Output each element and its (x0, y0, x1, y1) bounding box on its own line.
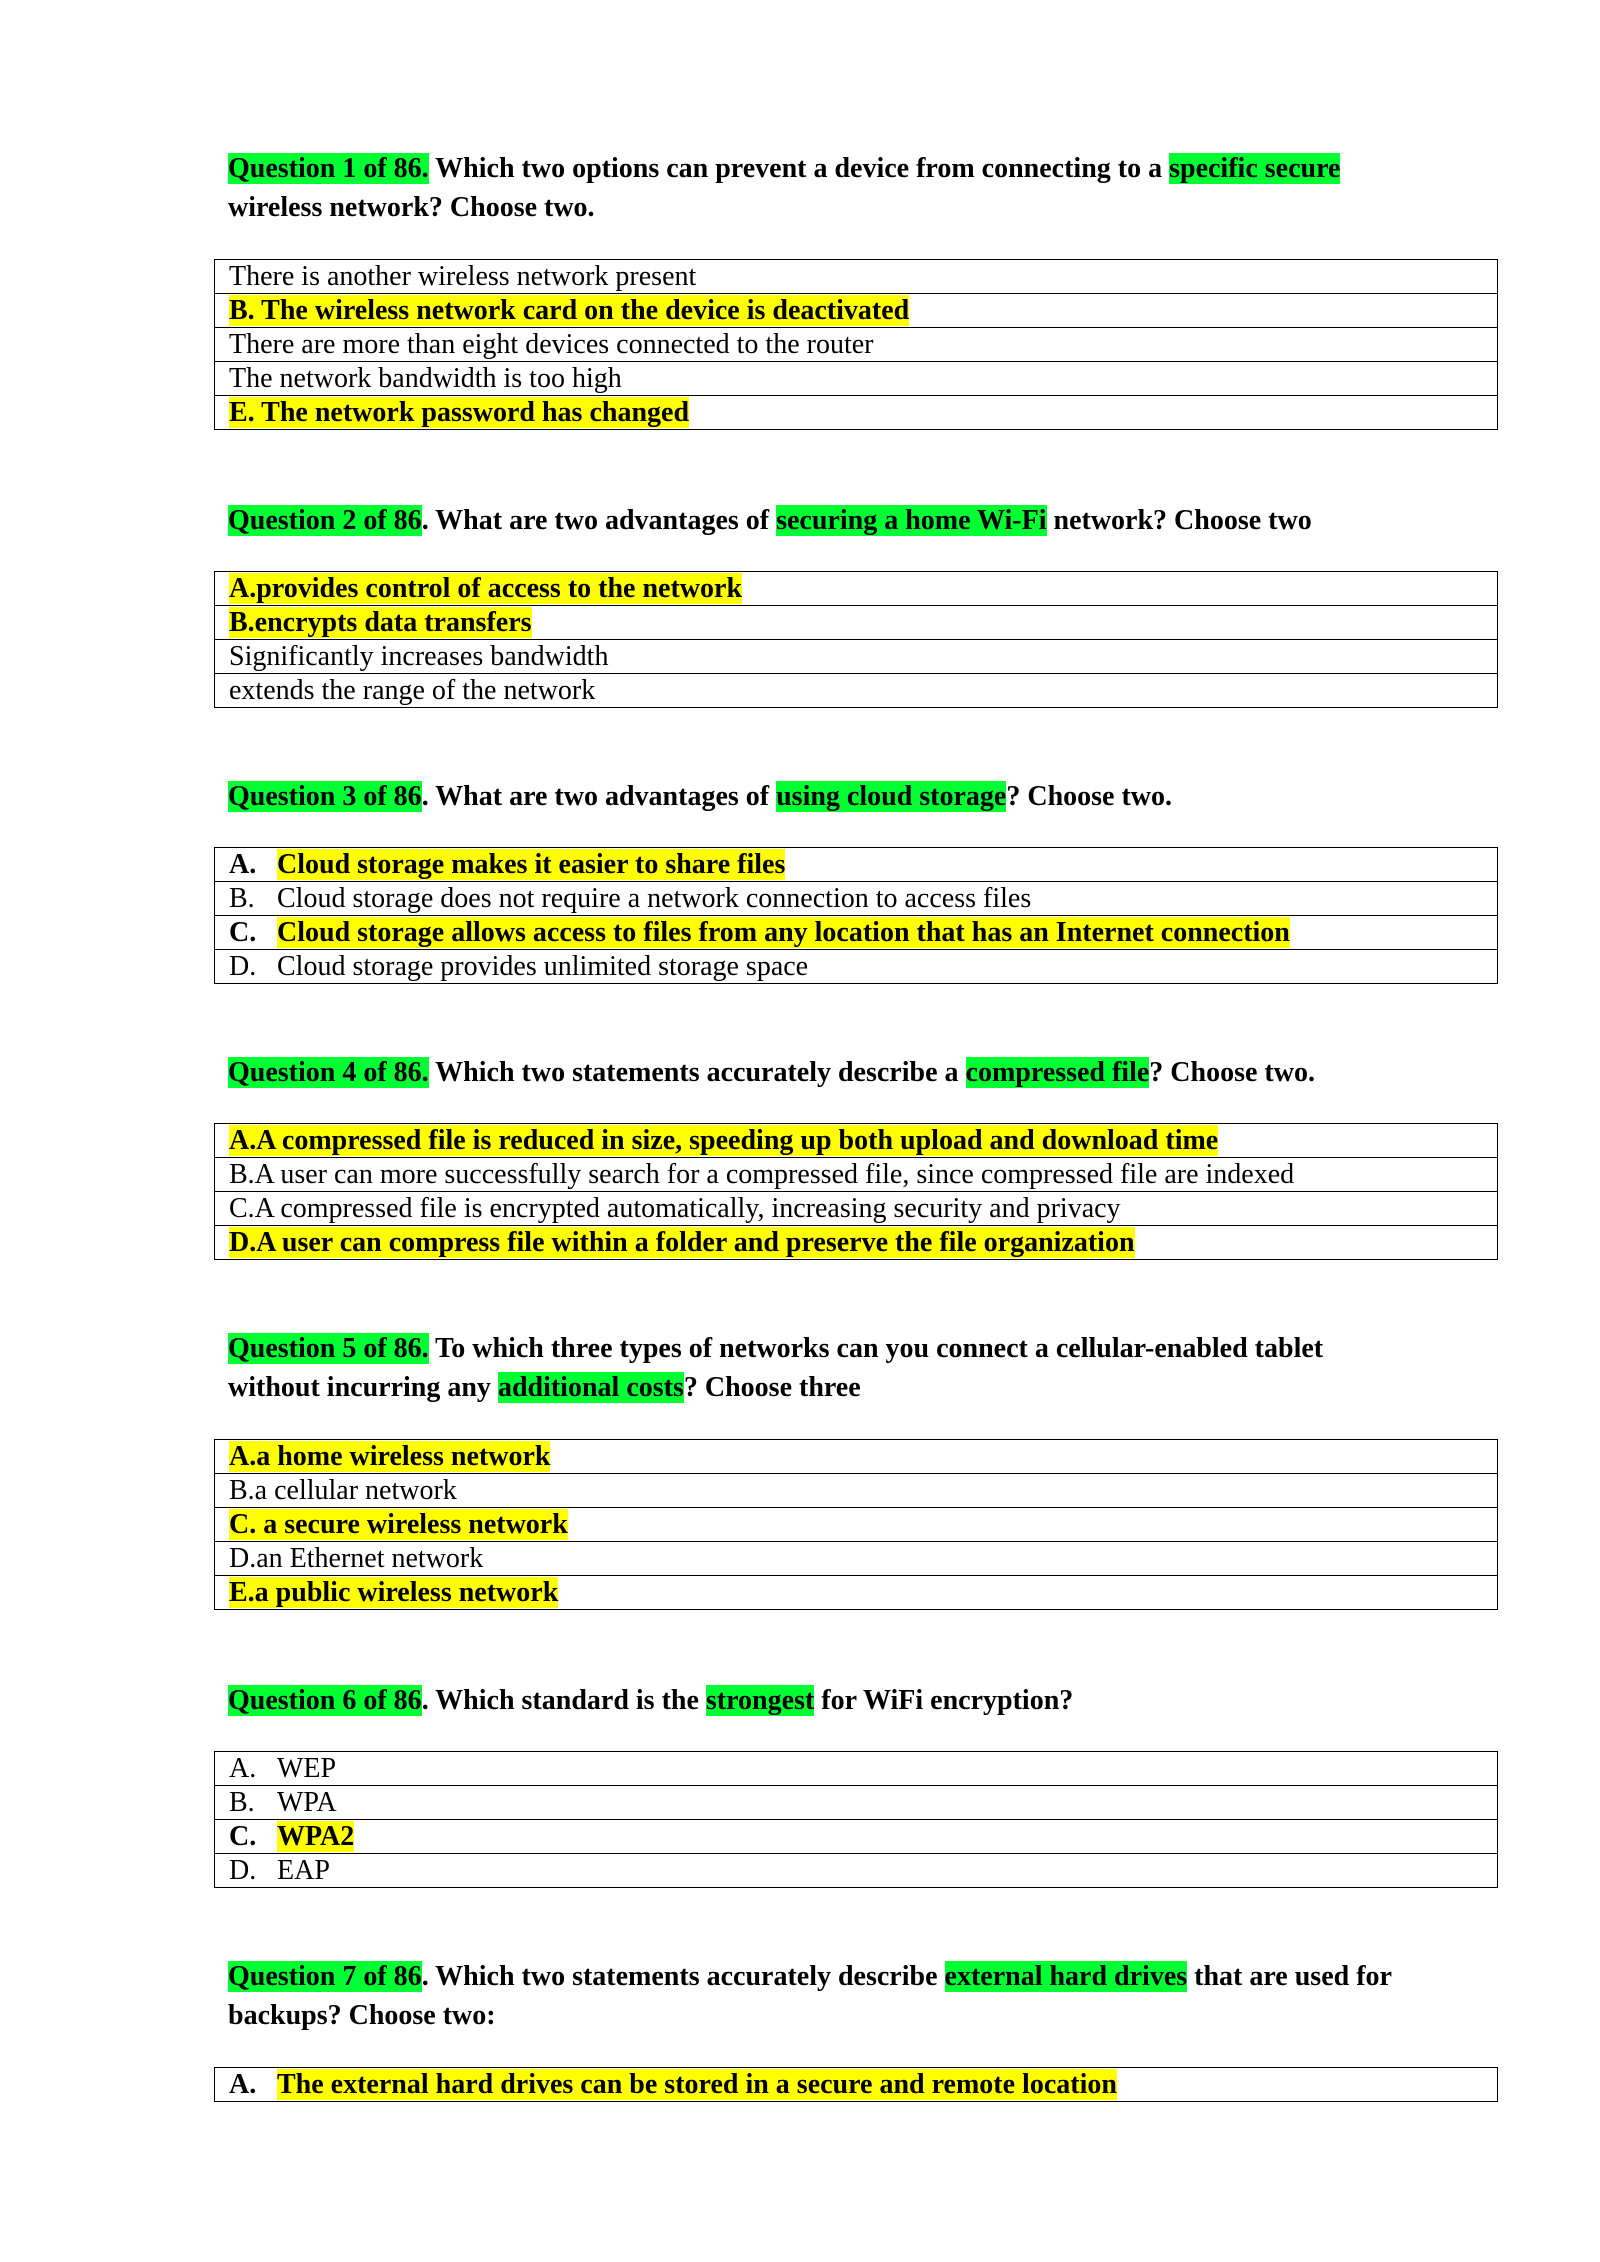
question-label: Question 5 of 86. (228, 1333, 429, 1364)
answer-letter: A. (229, 2069, 257, 2100)
answer-row (215, 1786, 1498, 1820)
answer-text: B. The wireless network card on the device is deactivated (229, 295, 910, 326)
answer-letter: A. (229, 1753, 257, 1784)
answer-cell (215, 362, 1498, 396)
answer-cell (215, 882, 1498, 916)
answer-row (215, 1192, 1498, 1226)
answer-text: B.A user can more successfully search for a compressed file, since compressed file are indexed (229, 1159, 1295, 1190)
answer-cell (215, 674, 1498, 708)
answer-text: Cloud storage allows access to files from any location that has an Internet connection (277, 917, 1290, 948)
answer-row (215, 1158, 1498, 1192)
answer-letter: C. (229, 1821, 257, 1852)
answer-table-1 (214, 259, 1498, 430)
question-keyword: securing a home Wi-Fi (776, 505, 1047, 536)
answer-text: C. a secure wireless network (229, 1509, 568, 1540)
question-text-post: ? Choose three (683, 1372, 861, 1403)
answer-text: A.a home wireless network (229, 1441, 551, 1472)
answer-cell-correct (215, 294, 1498, 328)
question-keyword: specific secure (1169, 153, 1341, 184)
answer-row (215, 1542, 1498, 1576)
question-label: Question 2 of 86 (228, 505, 422, 536)
question-keyword: strongest (705, 1685, 815, 1716)
answer-cell-correct (215, 1820, 1498, 1854)
answer-text: A.A compressed file is reduced in size, speeding up both upload and download time (229, 1125, 1219, 1156)
answer-row (215, 1440, 1498, 1474)
answer-text: WPA2 (277, 1821, 355, 1852)
answer-letter: B. (229, 883, 255, 914)
question-label: Question 6 of 86 (228, 1685, 422, 1716)
answer-row (215, 848, 1498, 882)
answer-table-7 (214, 2067, 1498, 2102)
question-text: . Which two statements accurately describe (421, 1961, 945, 1992)
answer-cell (215, 1158, 1498, 1192)
answer-row (215, 572, 1498, 606)
answer-text: There are more than eight devices connected to the router (229, 329, 874, 360)
answer-cell-correct (215, 848, 1498, 882)
answer-text: Significantly increases bandwidth (229, 641, 609, 672)
question-label: Question 7 of 86 (228, 1961, 422, 1992)
question-text-line2: without incurring any (228, 1372, 498, 1403)
answer-cell-correct (215, 396, 1498, 430)
question-text-post: ? Choose two. (1006, 781, 1173, 812)
answer-text: WEP (277, 1753, 337, 1784)
answer-cell (215, 950, 1498, 984)
answer-row (215, 328, 1498, 362)
question-text-line2: wireless network? Choose two. (228, 192, 595, 223)
answer-table-6 (214, 1751, 1498, 1888)
question-label: Question 4 of 86. (228, 1057, 429, 1088)
answer-row (215, 1508, 1498, 1542)
answer-letter: A. (229, 849, 257, 880)
answer-text: WPA (277, 1787, 337, 1818)
answer-cell-correct (215, 606, 1498, 640)
question-text: Which two options can prevent a device from connecting to a (428, 153, 1170, 184)
answer-row (215, 1124, 1498, 1158)
answer-text: D.an Ethernet network (229, 1543, 484, 1574)
answer-row (215, 396, 1498, 430)
answer-text: Cloud storage makes it easier to share files (277, 849, 786, 880)
answer-row (215, 1576, 1498, 1610)
answer-text: There is another wireless network present (229, 261, 697, 292)
answer-cell-correct (215, 2068, 1498, 2102)
question-text: Which two statements accurately describe a (428, 1057, 966, 1088)
answer-text: A.provides control of access to the network (229, 573, 743, 604)
question-text-post: that are used for (1187, 1961, 1392, 1992)
answer-text: EAP (277, 1855, 330, 1886)
answer-row (215, 882, 1498, 916)
question-keyword: external hard drives (944, 1961, 1188, 1992)
answer-cell-correct (215, 1508, 1498, 1542)
answer-row (215, 1820, 1498, 1854)
answer-cell (215, 1192, 1498, 1226)
answer-letter: D. (229, 1855, 257, 1886)
question-label: Question 3 of 86 (228, 781, 422, 812)
answer-cell (215, 1854, 1498, 1888)
question-text-post: network? Choose two (1046, 505, 1312, 536)
answer-text: C.A compressed file is encrypted automatically, increasing security and privacy (229, 1193, 1121, 1224)
answer-cell (215, 1542, 1498, 1576)
answer-cell (215, 1752, 1498, 1786)
question-4 (228, 1053, 1488, 1092)
answer-table-5 (214, 1439, 1498, 1610)
answer-row (215, 606, 1498, 640)
question-label: Question 1 of 86. (228, 153, 429, 184)
answer-row (215, 294, 1498, 328)
answer-text: B.encrypts data transfers (229, 607, 532, 638)
answer-row (215, 950, 1498, 984)
answer-letter: D. (229, 951, 257, 982)
question-text: To which three types of networks can you connect a cellular-enabled tablet (428, 1333, 1324, 1364)
answer-table-3 (214, 847, 1498, 984)
answer-row (215, 260, 1498, 294)
answer-text: Cloud storage provides unlimited storage space (277, 951, 809, 982)
answer-text: D.A user can compress file within a folder and preserve the file organization (229, 1227, 1135, 1258)
question-text: . What are two advantages of (421, 505, 777, 536)
question-5 (228, 1329, 1488, 1407)
question-keyword: additional costs (497, 1372, 684, 1403)
answer-row (215, 1226, 1498, 1260)
answer-table-4 (214, 1123, 1498, 1260)
answer-row (215, 674, 1498, 708)
question-keyword: using cloud storage (776, 781, 1007, 812)
answer-table-2 (214, 571, 1498, 708)
answer-row (215, 1752, 1498, 1786)
answer-cell-correct (215, 916, 1498, 950)
question-2 (228, 501, 1488, 540)
answer-cell-correct (215, 1440, 1498, 1474)
question-text-post: ? Choose two. (1149, 1057, 1315, 1088)
answer-cell-correct (215, 572, 1498, 606)
question-1 (228, 149, 1488, 227)
answer-row (215, 362, 1498, 396)
answer-cell-correct (215, 1576, 1498, 1610)
answer-cell (215, 1786, 1498, 1820)
answer-cell (215, 260, 1498, 294)
question-7 (228, 1957, 1488, 2035)
question-6 (228, 1681, 1488, 1720)
answer-cell (215, 328, 1498, 362)
answer-row (215, 916, 1498, 950)
answer-text: extends the range of the network (229, 675, 596, 706)
answer-letter: C. (229, 917, 257, 948)
answer-row (215, 1854, 1498, 1888)
answer-text: Cloud storage does not require a network connection to access files (277, 883, 1032, 914)
question-text-line2: backups? Choose two: (228, 2000, 496, 2031)
answer-text: E.a public wireless network (229, 1577, 559, 1608)
question-text: . What are two advantages of (421, 781, 777, 812)
answer-row (215, 1474, 1498, 1508)
answer-letter: B. (229, 1787, 255, 1818)
answer-cell (215, 1474, 1498, 1508)
question-text: . Which standard is the (421, 1685, 706, 1716)
answer-text: B.a cellular network (229, 1475, 457, 1506)
answer-text: The external hard drives can be stored in a secure and remote location (277, 2069, 1117, 2100)
question-keyword: compressed file (965, 1057, 1150, 1088)
answer-cell (215, 640, 1498, 674)
answer-cell-correct (215, 1226, 1498, 1260)
answer-row (215, 640, 1498, 674)
answer-text: The network bandwidth is too high (229, 363, 622, 394)
answer-cell-correct (215, 1124, 1498, 1158)
answer-row (215, 2068, 1498, 2102)
question-text-post: for WiFi encryption? (814, 1685, 1074, 1716)
answer-text: E. The network password has changed (229, 397, 690, 428)
question-3 (228, 777, 1488, 816)
